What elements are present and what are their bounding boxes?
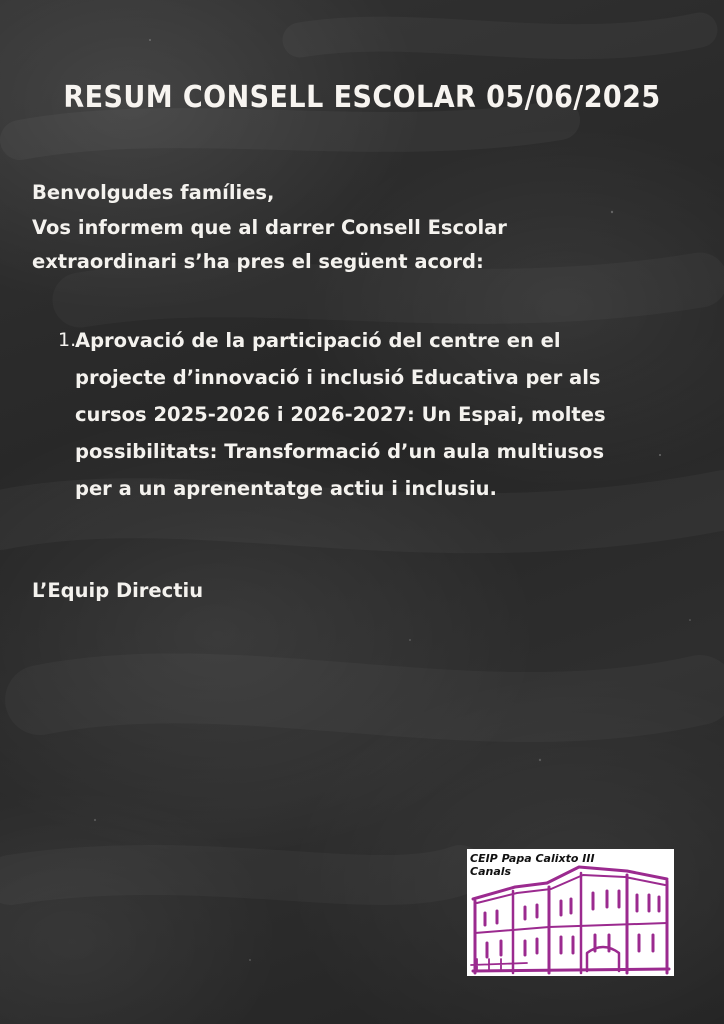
page-title: RESUM CONSELL ESCOLAR 05/06/2025 — [63, 80, 661, 115]
intro-paragraph — [32, 176, 672, 280]
agreement-line: cursos 2025-2026 i 2026-2027: Un Espai, moltes — [75, 403, 606, 426]
logo-school-name: CEIP Papa Calixto III — [470, 852, 595, 865]
logo-town-name: Canals — [470, 865, 512, 878]
list-number: 1. — [58, 329, 77, 351]
agreement-text — [75, 322, 678, 507]
school-logo — [467, 849, 674, 976]
agreement-line: Aprovació de la participació del centre en el — [75, 329, 561, 352]
agreement-line: per a un aprenentatge actiu i inclusiu. — [75, 477, 497, 500]
greeting-line: Benvolgudes famílies, — [32, 181, 275, 204]
intro-line: Vos informem que al darrer Consell Escolar — [32, 215, 507, 239]
agreement-line: projecte d’innovació i inclusió Educativa per als — [75, 366, 601, 389]
agreement-list-item — [58, 322, 678, 507]
agreement-line: possibilitats: Transformació d’un aula multiusos — [75, 440, 605, 463]
signature: L’Equip Directiu — [32, 579, 204, 602]
intro-line: extraordinari s’ha pres el següent acord: — [32, 250, 484, 273]
